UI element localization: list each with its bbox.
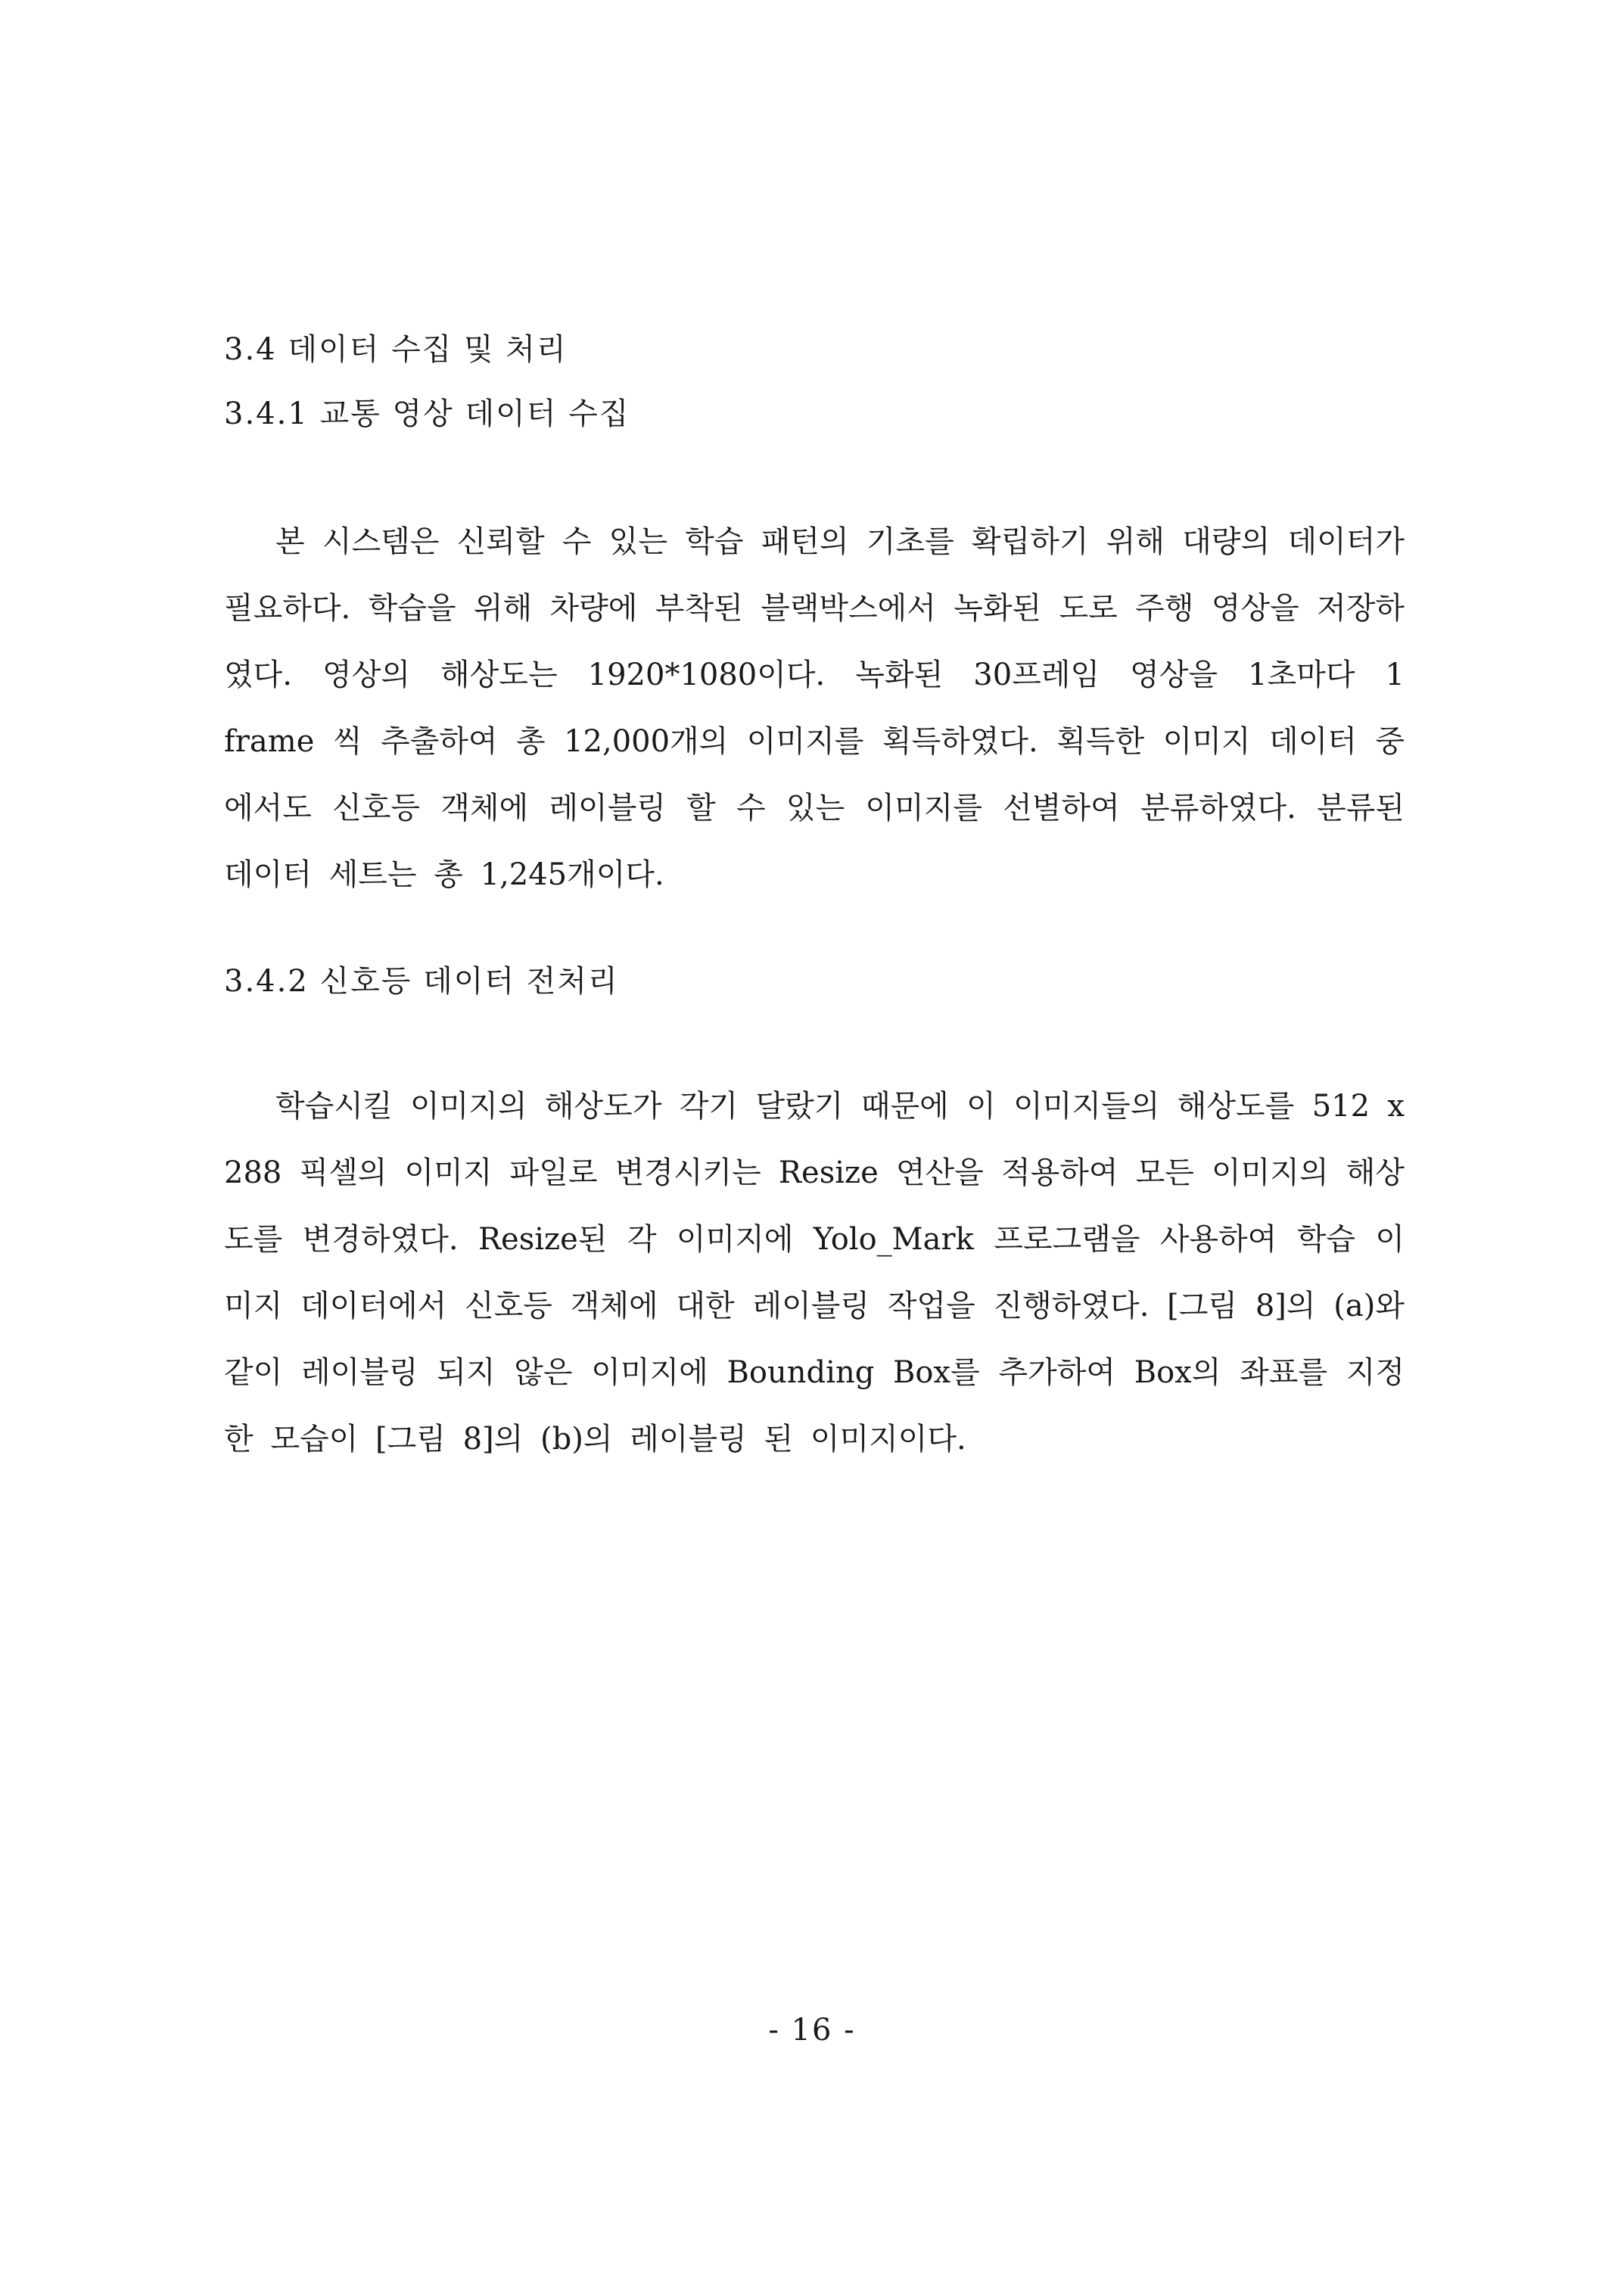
subsection-heading-preprocessing: 3.4.2 신호등 데이터 전처리 xyxy=(224,964,619,999)
paragraph-data-collection xyxy=(224,508,1405,908)
subsection-heading-traffic-video: 3.4.1 교통 영상 데이터 수집 xyxy=(224,396,630,431)
paragraph-text: 학습시킬 이미지의 해상도가 각기 달랐기 때문에 이 이미지들의 해상도를 512 x 288 픽셀의 이미지 파일로 변경시키는 Resize 연산을 적용하여 모든 이미지의 해상도를 변경하였다. Resize된 각 이미지에 Yolo_Mark 프로그램을 사용하여 학습 이미지 데이터에서 신호등 객체에 대한 레이블링 작업을 진행하였다. [그림 8]의 (a)와 같이 레이블링 되지 않은 이미지에 Bounding Box를 추가하여 Box의 좌표를 지정한 모습이 [그림 8]의 (b)의 레이블링 된 이미지이다. xyxy=(224,1089,1405,1457)
page-number: - 16 - xyxy=(768,2013,856,2048)
paragraph-preprocessing xyxy=(224,1073,1405,1472)
paragraph-text: 본 시스템은 신뢰할 수 있는 학습 패턴의 기초를 확립하기 위해 대량의 데이터가 필요하다. 학습을 위해 차량에 부착된 블랙박스에서 녹화된 도로 주행 영상을 저장하였다. 영상의 해상도는 1920*1080이다. 녹화된 30프레임 영상을 1초마다 1 frame 씩 추출하여 총 12,000개의 이미지를 획득하였다. 획득한 이미지 데이터 중에서도 신호등 객체에 레이블링 할 수 있는 이미지를 선별하여 분류하였다. 분류된 데이터 세트는 총 1,245개이다. xyxy=(224,524,1405,892)
section-heading: 3.4 데이터 수집 및 처리 xyxy=(224,332,568,367)
